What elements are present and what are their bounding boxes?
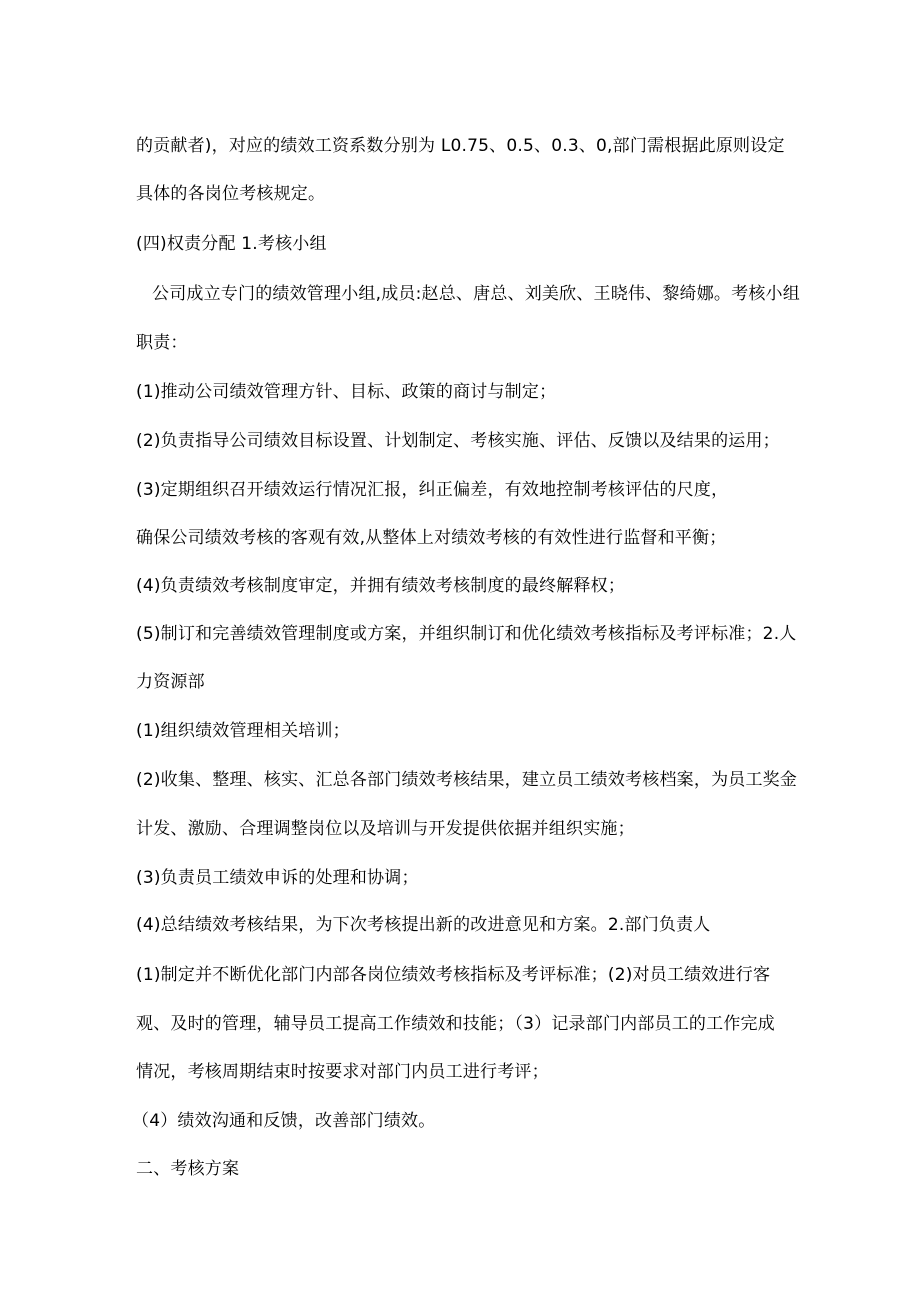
- list-item: (3)负责员工绩效申诉的处理和协调；: [136, 868, 419, 888]
- text-line-2: 具体的各岗位考核规定。: [136, 184, 326, 204]
- text-line-19: 观、及时的管理，辅导员工提高工作绩效和技能；（3）记录部门内部员工的工作完成: [136, 1014, 775, 1034]
- text-line-4: 公司成立专门的绩效管理小组,成员:赵总、唐总、刘美欣、王晓伟、黎绮娜。考核小组: [152, 284, 800, 304]
- text-line-12: 力资源部: [136, 672, 205, 692]
- list-item: (4)总结绩效考核结果，为下次考核提出新的改进意见和方案。2.部门负责人: [136, 915, 711, 935]
- list-item: (4)负责绩效考核制度审定，并拥有绩效考核制度的最终解释权；: [136, 576, 626, 596]
- section-heading-assessment-plan: 二、考核方案: [136, 1159, 240, 1179]
- text-line-9: 确保公司绩效考核的客观有效,从整体上对绩效考核的有效性进行监督和平衡；: [136, 528, 727, 548]
- list-item: （4）绩效沟通和反馈，改善部门绩效。: [132, 1111, 436, 1131]
- list-item: (1)制定并不断优化部门内部各岗位绩效考核指标及考评标准；(2)对员工绩效进行客: [136, 965, 771, 985]
- list-item: (2)负责指导公司绩效目标设置、计划制定、考核实施、评估、反馈以及结果的运用；: [136, 431, 780, 451]
- text-line-5: 职责：: [136, 333, 188, 353]
- list-item: (1)推动公司绩效管理方针、目标、政策的商讨与制定；: [136, 382, 557, 402]
- text-line-1: 的贡献者)，对应的绩效工资系数分别为 L0.75、0.5、0.3、0,部门需根据此原则设定: [136, 136, 785, 156]
- list-item: (5)制订和完善绩效管理制度或方案，并组织制订和优化绩效考核指标及考评标准；2.人: [136, 624, 797, 644]
- list-item: (2)收集、整理、核实、汇总各部门绩效考核结果，建立员工绩效考核档案，为员工奖金: [136, 770, 798, 790]
- list-item: (1)组织绩效管理相关培训；: [136, 721, 350, 741]
- section-heading-authority: (四)权责分配 1.考核小组: [136, 234, 327, 254]
- text-line-15: 计发、激励、合理调整岗位以及培训与开发提供依据并组织实施；: [136, 819, 635, 839]
- list-item: (3)定期组织召开绩效运行情况汇报，纠正偏差，有效地控制考核评估的尺度，: [136, 480, 729, 500]
- text-line-20: 情况，考核周期结束时按要求对部门内员工进行考评；: [136, 1062, 549, 1082]
